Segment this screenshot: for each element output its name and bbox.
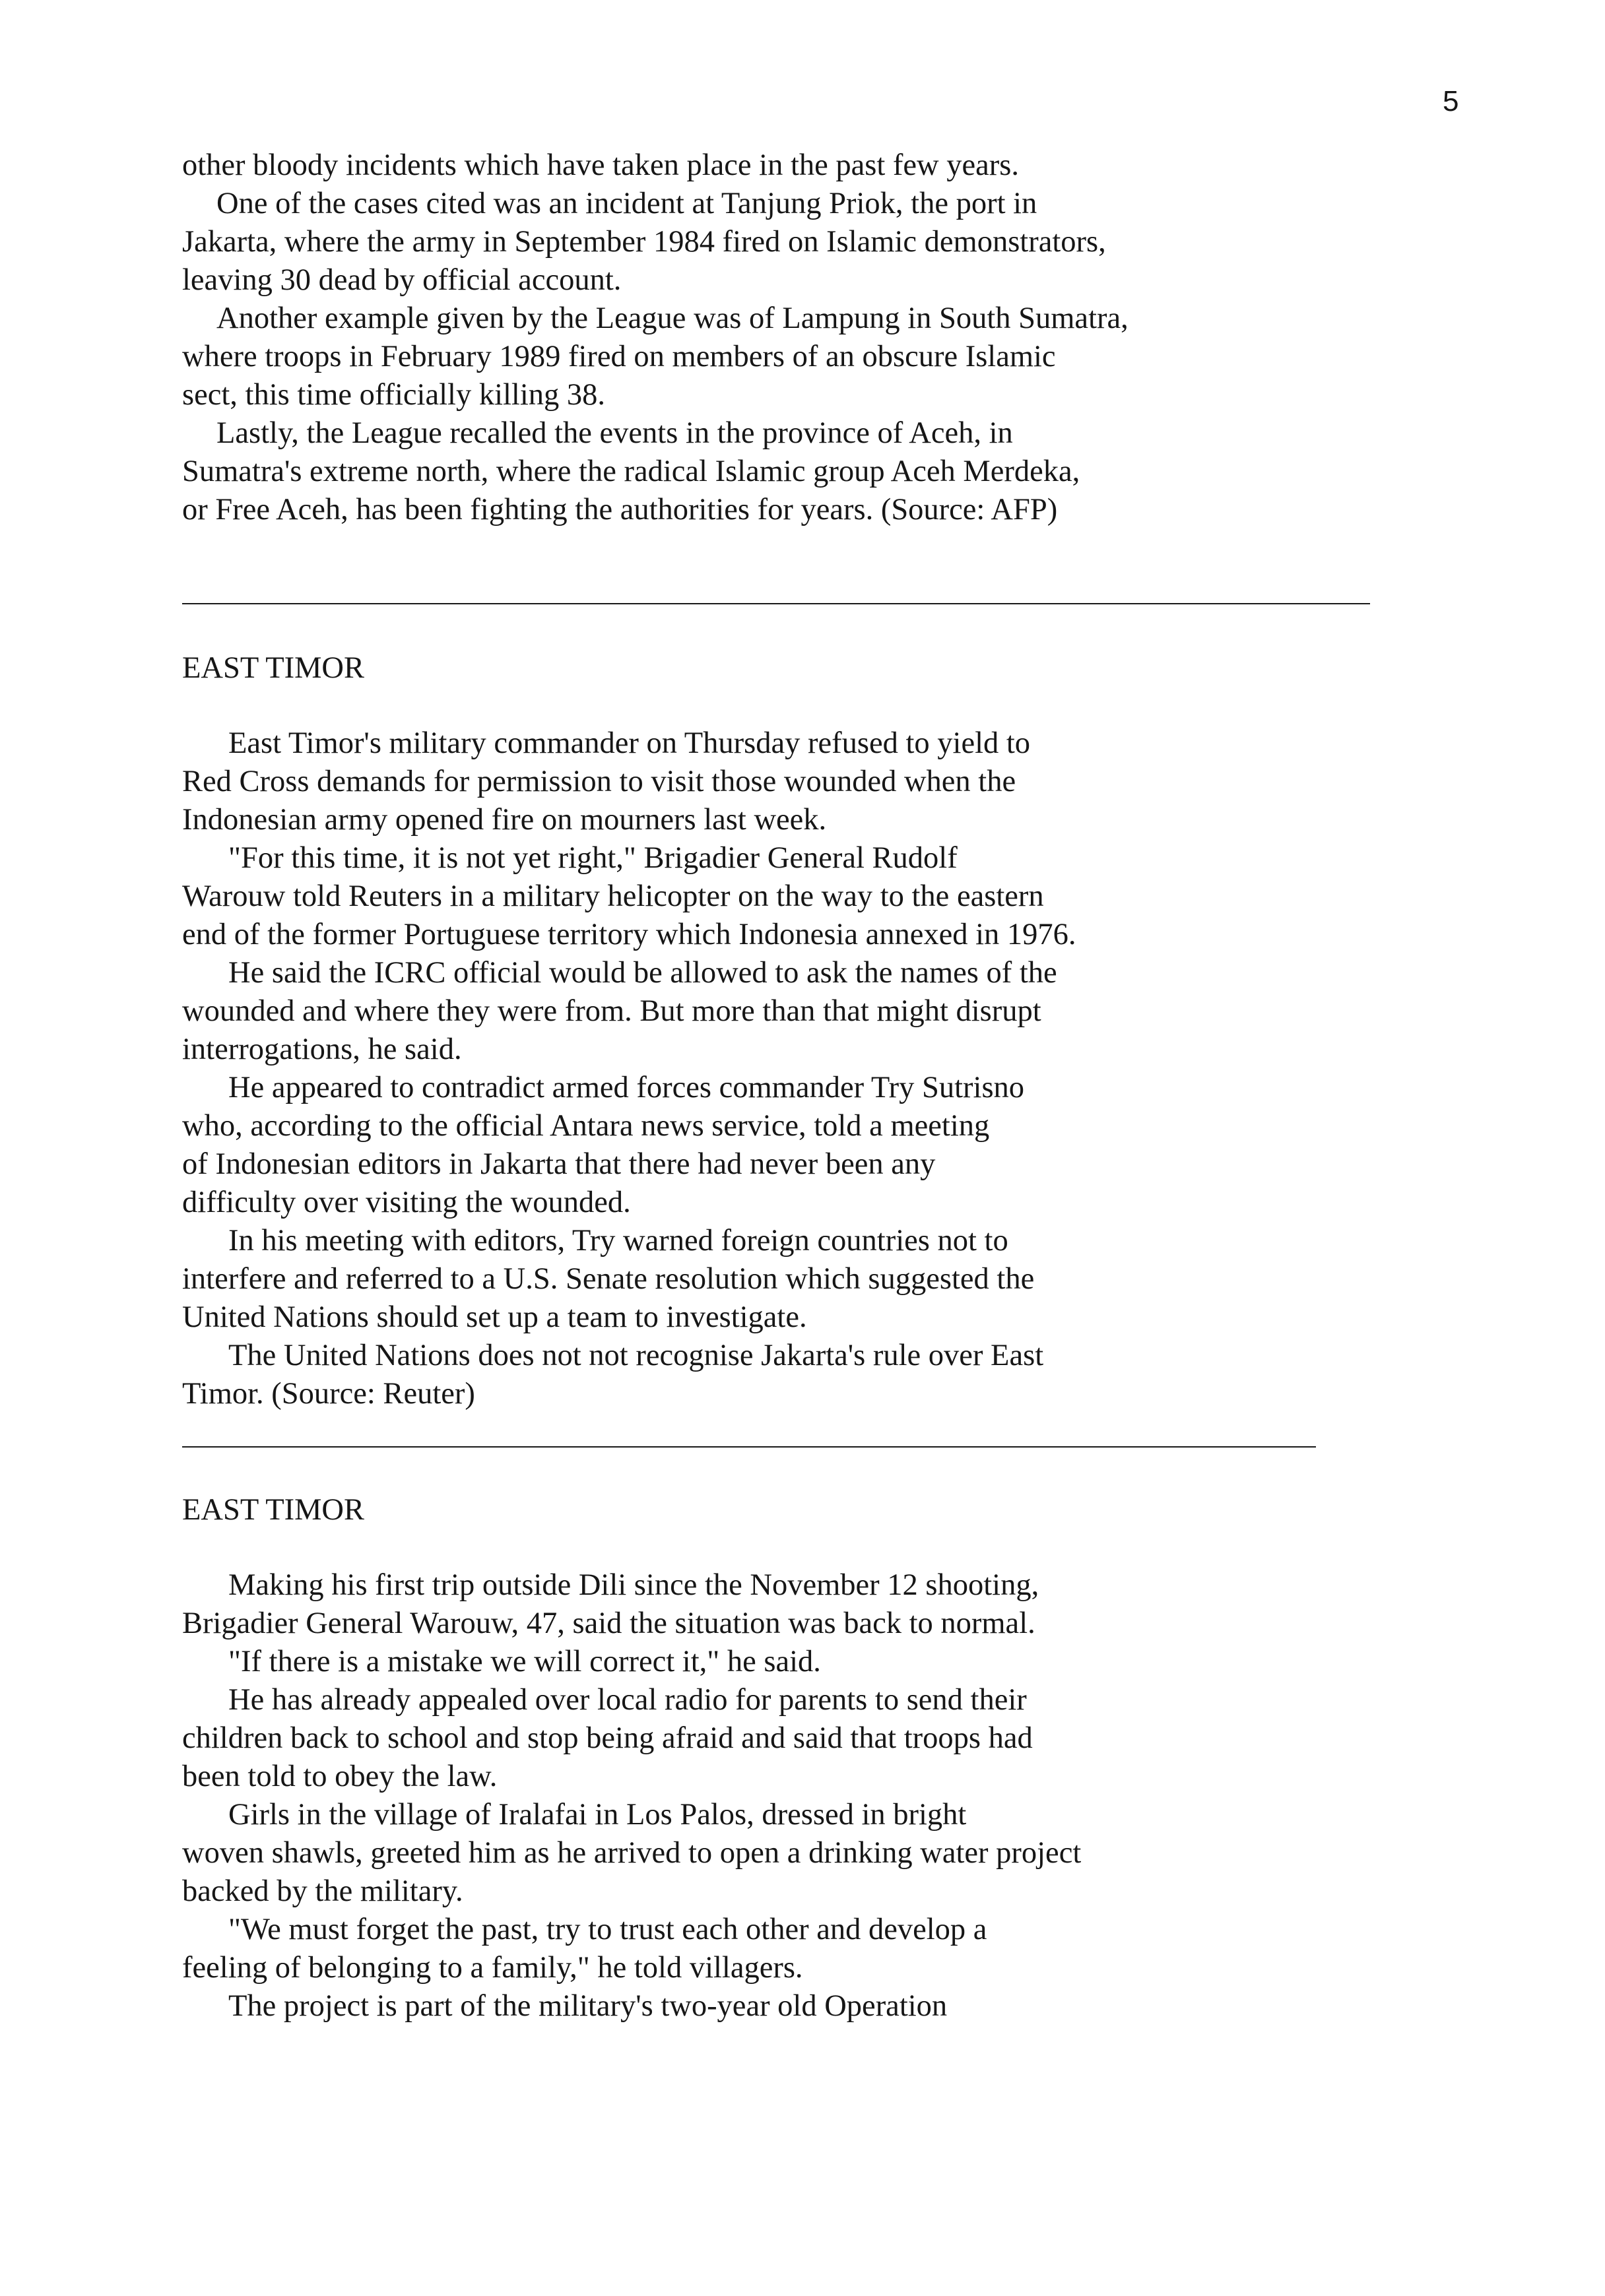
text-line: Indonesian army opened fire on mourners last week.	[182, 803, 827, 837]
text-line: "For this time, it is not yet right," Brigadier General Rudolf	[228, 841, 958, 875]
text-line: Another example given by the League was of Lampung in South Sumatra,	[216, 302, 1129, 335]
text-line: Sumatra's extreme north, where the radical Islamic group Aceh Merdeka,	[182, 455, 1080, 488]
section-divider	[182, 603, 1370, 604]
text-line: One of the cases cited was an incident at Tanjung Priok, the port in	[216, 187, 1037, 220]
text-line: or Free Aceh, has been fighting the authorities for years. (Source: AFP)	[182, 493, 1058, 526]
text-line: In his meeting with editors, Try warned foreign countries not to	[228, 1224, 1008, 1258]
text-line: backed by the military.	[182, 1874, 463, 1908]
text-line: feeling of belonging to a family," he told villagers.	[182, 1951, 803, 1985]
text-line: Warouw told Reuters in a military helicopter on the way to the eastern	[182, 879, 1044, 913]
text-line: been told to obey the law.	[182, 1760, 498, 1793]
text-line: He appeared to contradict armed forces commander Try Sutrisno	[228, 1071, 1025, 1104]
text-line: children back to school and stop being afraid and said that troops had	[182, 1721, 1033, 1755]
text-line: wounded and where they were from. But more than that might disrupt	[182, 994, 1041, 1028]
text-line: Red Cross demands for permission to visit those wounded when the	[182, 765, 1016, 798]
text-line: Girls in the village of Iralafai in Los Palos, dressed in bright	[228, 1798, 967, 1832]
text-line: who, according to the official Antara news service, told a meeting	[182, 1109, 990, 1143]
text-line: other bloody incidents which have taken place in the past few years.	[182, 148, 1019, 182]
text-line: He has already appealed over local radio for parents to send their	[228, 1683, 1027, 1717]
text-line: Timor. (Source: Reuter)	[182, 1377, 475, 1411]
section-divider	[182, 1446, 1316, 1448]
text-line: sect, this time officially killing 38.	[182, 378, 606, 412]
text-line: "We must forget the past, try to trust each other and develop a	[228, 1913, 987, 1946]
text-line: He said the ICRC official would be allowed to ask the names of the	[228, 956, 1057, 990]
text-line: Making his first trip outside Dili since the November 12 shooting,	[228, 1568, 1039, 1602]
text-line: of Indonesian editors in Jakarta that there had never been any	[182, 1147, 936, 1181]
text-line: difficulty over visiting the wounded.	[182, 1186, 631, 1219]
page-number: 5	[1443, 85, 1459, 117]
text-line: United Nations should set up a team to investigate.	[182, 1300, 807, 1334]
text-line: woven shawls, greeted him as he arrived to open a drinking water project	[182, 1836, 1082, 1870]
text-line: interfere and referred to a U.S. Senate resolution which suggested the	[182, 1262, 1035, 1296]
text-line: end of the former Portuguese territory which Indonesia annexed in 1976.	[182, 918, 1076, 951]
text-line: "If there is a mistake we will correct it," he said.	[228, 1645, 821, 1678]
section-heading: EAST TIMOR	[182, 1493, 365, 1527]
section-heading: EAST TIMOR	[182, 651, 365, 685]
text-line: The United Nations does not not recognise Jakarta's rule over East	[228, 1339, 1044, 1372]
text-line: where troops in February 1989 fired on members of an obscure Islamic	[182, 340, 1056, 373]
text-line: interrogations, he said.	[182, 1033, 462, 1066]
text-line: East Timor's military commander on Thursday refused to yield to	[228, 726, 1031, 760]
text-line: leaving 30 dead by official account.	[182, 263, 622, 297]
text-line: Lastly, the League recalled the events in the province of Aceh, in	[216, 416, 1013, 450]
text-line: Jakarta, where the army in September 1984 fired on Islamic demonstrators,	[182, 225, 1106, 259]
text-line: The project is part of the military's two-year old Operation	[228, 1989, 948, 2023]
text-line: Brigadier General Warouw, 47, said the situation was back to normal.	[182, 1607, 1035, 1640]
